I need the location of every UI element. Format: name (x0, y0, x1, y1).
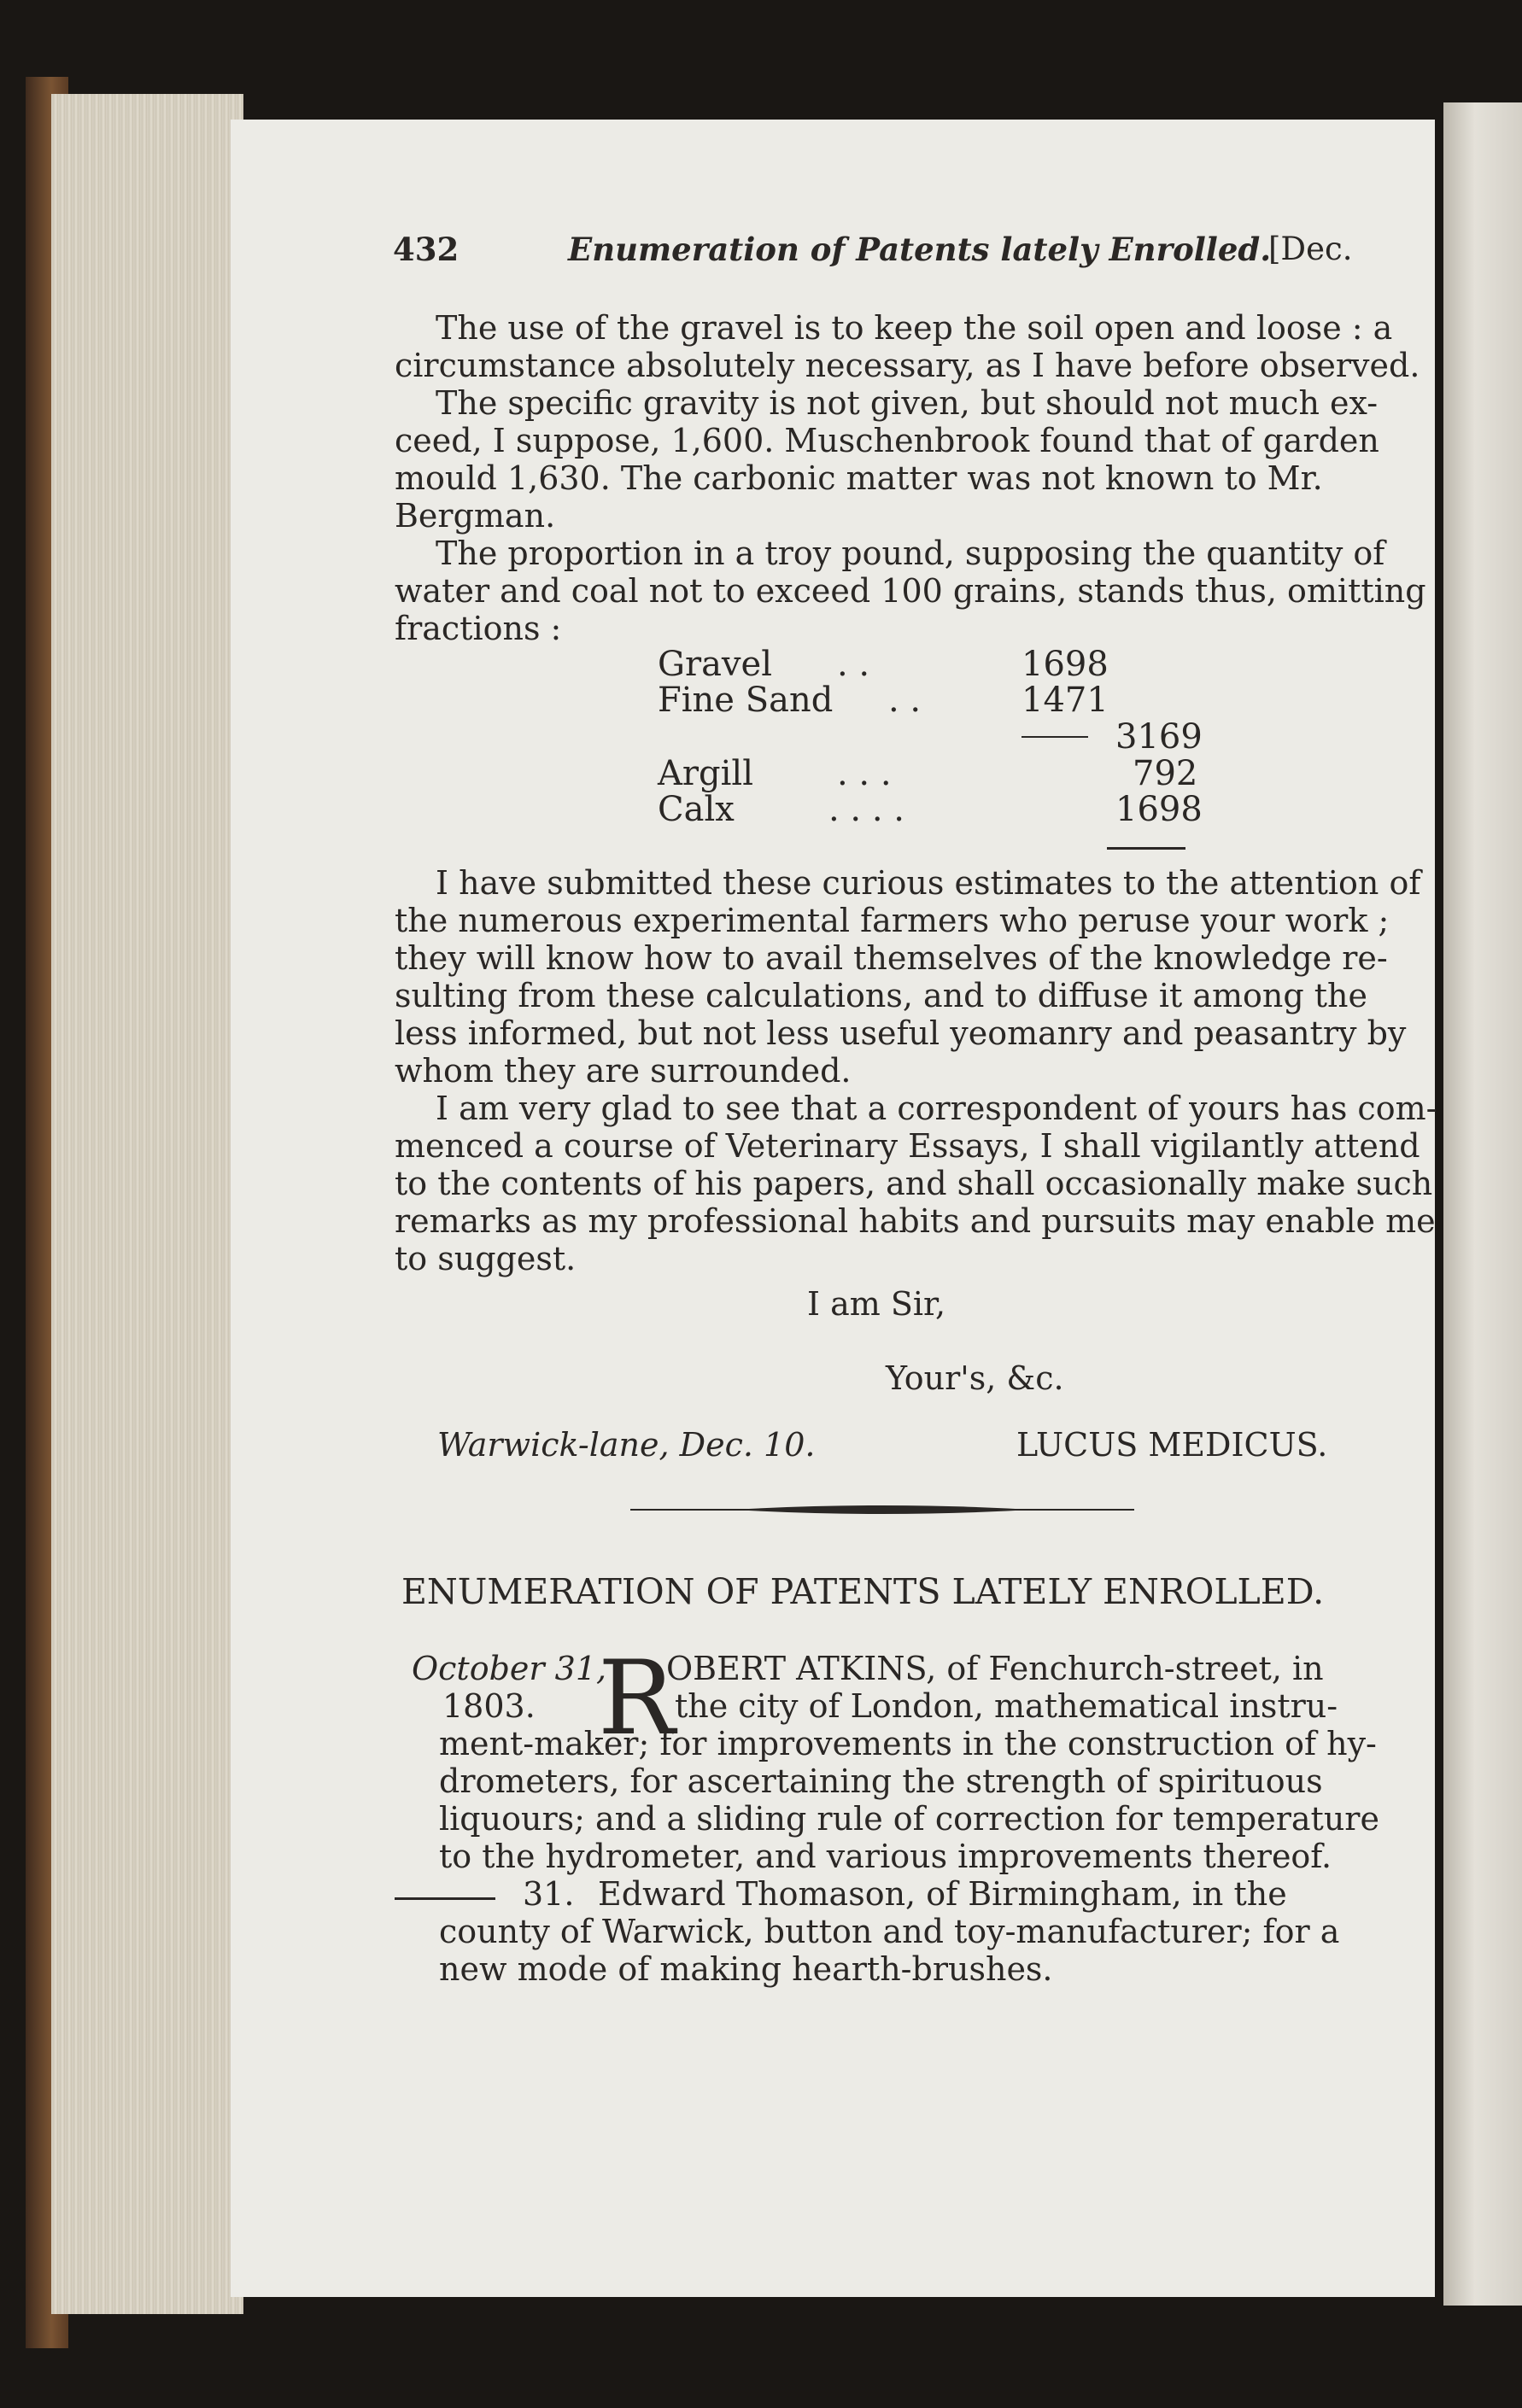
text-line: menced a course of Veterinary Essays, I shall vigilantly attend (395, 1127, 1420, 1165)
table-dots: . . (837, 645, 870, 684)
text-line: ceed, I suppose, 1,600. Muschenbrook found that of garden (395, 422, 1379, 459)
text-line: drometers, for ascertaining the strength of spirituous (439, 1762, 1323, 1800)
text-line: water and coal not to exceed 100 grains, stands thus, omitting (395, 572, 1426, 610)
text-line: The use of the gravel is to keep the soil open and loose : a (436, 309, 1393, 347)
page-edges (51, 94, 243, 2314)
table-label: Argill (658, 754, 753, 793)
text-line: whom they are surrounded. (395, 1052, 852, 1090)
section-heading: ENUMERATION OF PATENTS LATELY ENROLLED. (401, 1571, 1325, 1612)
text-line: The proportion in a troy pound, supposing the quantity of (436, 535, 1385, 572)
header-month: [Dec. (1268, 231, 1353, 267)
text-line: to suggest. (395, 1240, 577, 1277)
table-value: 792 (1133, 754, 1198, 793)
table-value: 1471 (1021, 681, 1109, 720)
table-value: 1698 (1115, 790, 1203, 829)
table-dots: . . . (837, 754, 892, 793)
text-line: sulting from these calculations, and to diffuse it among the (395, 977, 1367, 1014)
text-line: the city of London, mathematical instru- (675, 1687, 1338, 1725)
place-date: Warwick-lane, Dec. 10. (437, 1426, 816, 1464)
table-dots: . . (888, 681, 922, 720)
text-line: liquours; and a sliding rule of correction for temperature (439, 1800, 1379, 1838)
text-line: OBERT ATKINS, of Fenchurch-street, in (666, 1650, 1324, 1687)
table-label: Gravel (658, 645, 772, 684)
text-line: new mode of making hearth-brushes. (439, 1950, 1053, 1988)
facing-page-edge (1443, 102, 1522, 2306)
text-line: they will know how to avail themselves of the knowledge re- (395, 939, 1388, 977)
text-line: to the contents of his papers, and shall occasionally make such (395, 1165, 1433, 1202)
header-title: Enumeration of Patents lately Enrolled. (568, 231, 1272, 268)
text-line: I am very glad to see that a correspondent of yours has com- (436, 1090, 1437, 1127)
text-line: fractions : (395, 610, 562, 647)
table-dots: . . . . (828, 790, 905, 829)
table-subtotal: 3169 (1115, 717, 1203, 757)
table-label: Fine Sand (658, 681, 834, 720)
salutation: I am Sir, (807, 1285, 946, 1323)
page-number: 432 (393, 231, 460, 268)
text-line: to the hydrometer, and various improvements thereof. (439, 1838, 1332, 1875)
text-line: circumstance absolutely necessary, as I have before observed. (395, 347, 1420, 384)
text-line: Edward Thomason, of Birmingham, in the (598, 1875, 1287, 1913)
text-line: I have submitted these curious estimates to the attention of (436, 864, 1421, 902)
table-value: 1698 (1021, 645, 1109, 684)
text-line: less informed, but not less useful yeomanry and peasantry by (395, 1014, 1407, 1052)
entry-year: 1803. (442, 1687, 536, 1725)
text-line: Bergman. (395, 497, 556, 535)
drop-cap: R (598, 1639, 676, 1758)
valediction: Your's, &c. (886, 1359, 1064, 1397)
entry-date: October 31, (412, 1650, 607, 1687)
table-label: Calx (658, 790, 735, 829)
text-line: The specific gravity is not given, but should not much ex- (436, 384, 1379, 422)
sum-rule (1021, 736, 1088, 738)
text-line: mould 1,630. The carbonic matter was not known to Mr. (395, 459, 1323, 497)
total-rule (1107, 847, 1185, 850)
ditto-rule (395, 1897, 495, 1900)
entry-date: 31. (523, 1875, 575, 1913)
ornamental-divider (630, 1501, 1134, 1518)
text-line: county of Warwick, button and toy-manufacturer; for a (439, 1913, 1340, 1950)
signature: LUCUS MEDICUS. (1016, 1426, 1328, 1464)
text-line: remarks as my professional habits and pursuits may enable me (395, 1202, 1436, 1240)
text-line: the numerous experimental farmers who peruse your work ; (395, 902, 1390, 939)
text-line: ment-maker; for improvements in the construction of hy- (439, 1725, 1377, 1762)
